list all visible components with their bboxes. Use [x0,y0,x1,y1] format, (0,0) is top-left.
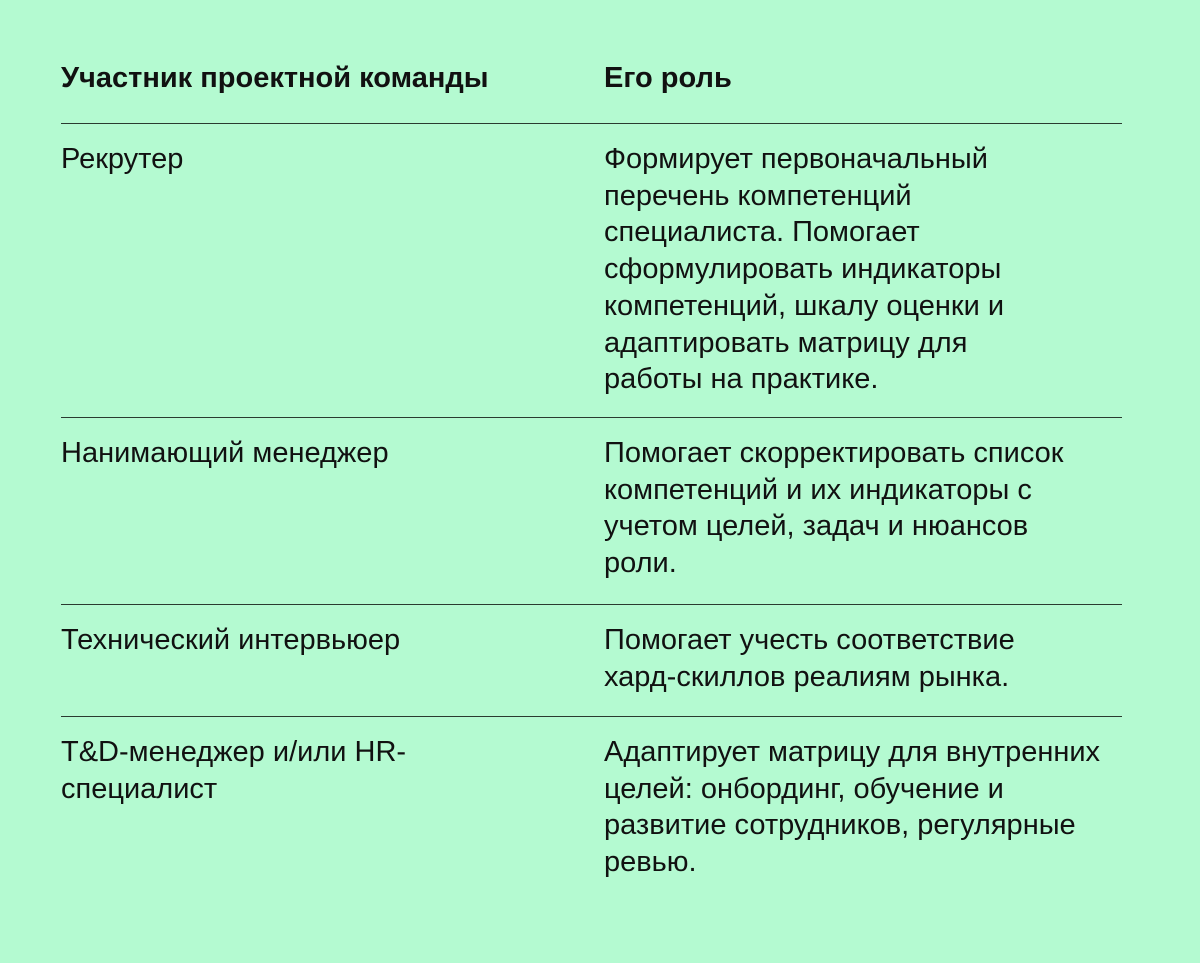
table-row [61,605,1122,717]
member-text: T&D-менеджер и/или HR-специалист [61,736,407,805]
member-cell: Рекрутер [61,143,184,175]
member-cell: Нанимающий менеджер [61,437,389,469]
table-row [61,418,1122,605]
role-cell: Формирует первоначальный перечень компетенций специалиста. Помогает сформулировать индикаторы компетенций, шкалу оценки и адаптировать матрицу для работы на практике. [604,143,1005,396]
header-role: Его роль [604,62,732,94]
role-cell: Помогает скорректировать список компетенций и их индикаторы с учетом целей, задач и нюансов роли. [604,437,1064,580]
table-row [61,124,1122,418]
role-cell: Адаптирует матрицу для внутренних целей: онбординг, обучение и развитие сотрудников, регулярные ревью. [604,736,1101,879]
table-header-row [61,0,1122,124]
role-cell: Помогает учесть соответствие хард-скиллов реалиям рынка. [604,624,1015,693]
member-cell [61,734,604,917]
team-roles-table [61,0,1122,917]
header-member: Участник проектной команды [61,62,489,94]
table-row [61,717,1122,917]
member-cell: Технический интервьюер [61,624,401,656]
